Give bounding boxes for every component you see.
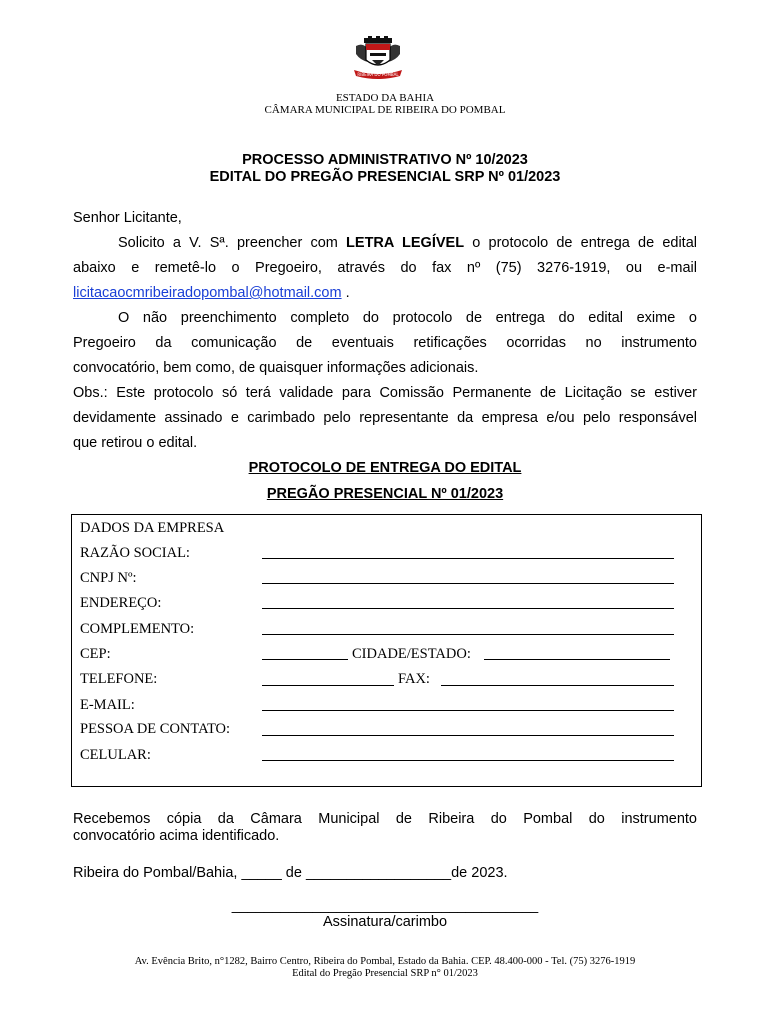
coat-banner-text: RIBEIRA DO POMBAL — [357, 72, 399, 77]
state-header: ESTADO DA BAHIA — [335, 92, 435, 104]
celular-label: CELULAR: — [80, 747, 151, 763]
contato-field[interactable] — [262, 735, 674, 736]
obs-line-3: que retirou o edital. — [73, 435, 198, 451]
salutation: Senhor Licitante, — [73, 210, 182, 226]
paragraph-2-line-1: O não preenchimento completo do protocolo de entrega do edital exime o — [118, 310, 697, 326]
email-link[interactable]: licitacaocmribeiradopombal@hotmail.com — [73, 285, 342, 301]
municipal-coat-of-arms-icon — [350, 36, 406, 80]
paragraph-2-line-3: convocatório, bem como, de quaisquer informações adicionais. — [73, 360, 479, 376]
signature-label: Assinatura/carimbo — [322, 914, 448, 930]
cnpj-field[interactable] — [262, 583, 674, 584]
obs-line-2: devidamente assinado e carimbado pelo representante da empresa e/ou pelo responsável — [73, 410, 697, 426]
cep-field[interactable] — [262, 659, 348, 660]
paragraph-1-line-2: abaixo e remetê-lo o Pregoeiro, através do fax nº (75) 3276-1919, ou e-mail — [73, 260, 697, 276]
complemento-field[interactable] — [262, 634, 674, 635]
form-heading: DADOS DA EMPRESA — [80, 520, 225, 536]
paragraph-2-line-2: Pregoeiro da comunicação de eventuais retificações ocorridas no instrumento — [73, 335, 697, 351]
endereco-field[interactable] — [262, 608, 674, 609]
paragraph-1-line-3: licitacaocmribeiradopombal@hotmail.com . — [73, 285, 350, 301]
obs-line-1: Obs.: Este protocolo só terá validade para Comissão Permanente de Licitação se estiver — [73, 385, 697, 401]
cnpj-label: CNPJ Nº: — [80, 570, 137, 586]
razao-social-field[interactable] — [262, 558, 674, 559]
complemento-label: COMPLEMENTO: — [80, 621, 195, 637]
signature-line[interactable]: ______________________________________ — [231, 898, 539, 914]
process-title: PROCESSO ADMINISTRATIVO Nº 10/2023 — [242, 152, 528, 168]
cep-label: CEP: — [80, 646, 111, 662]
endereco-label: ENDEREÇO: — [80, 595, 162, 611]
contato-label: PESSOA DE CONTATO: — [80, 721, 231, 737]
telefone-label: TELEFONE: — [80, 671, 158, 687]
footer-address: Av. Evência Brito, n°1282, Bairro Centro, Ribeira do Pombal, Estado da Bahia. CEP. 48.400-000 - Tel. (75) 3276-1919 — [134, 956, 636, 967]
date-line[interactable]: Ribeira do Pombal/Bahia, _____ de __________________de 2023. — [73, 865, 508, 881]
email-label: E-MAIL: — [80, 697, 135, 713]
protocol-title: PROTOCOLO DE ENTREGA DO EDITAL — [248, 460, 522, 476]
fax-field[interactable] — [441, 685, 674, 686]
edital-title: EDITAL DO PREGÃO PRESENCIAL SRP Nº 01/2023 — [209, 169, 561, 185]
email-field[interactable] — [262, 710, 674, 711]
receipt-line-2: convocatório acima identificado. — [73, 828, 280, 844]
footer-edital: Edital do Pregão Presencial SRP n° 01/2023 — [292, 968, 478, 979]
protocol-subtitle: PREGÃO PRESENCIAL Nº 01/2023 — [266, 486, 504, 502]
razao-social-label: RAZÃO SOCIAL: — [80, 545, 190, 561]
receipt-line-1: Recebemos cópia da Câmara Municipal de Ribeira do Pombal do instrumento — [73, 811, 697, 827]
paragraph-1-line-1: Solicito a V. Sª. preencher com LETRA LEGÍVEL o protocolo de entrega de edital — [118, 235, 697, 251]
cidade-estado-label: CIDADE/ESTADO: — [352, 646, 471, 662]
celular-field[interactable] — [262, 760, 674, 761]
chamber-header: CÂMARA MUNICIPAL DE RIBEIRA DO POMBAL — [264, 104, 506, 116]
cidade-estado-field[interactable] — [484, 659, 670, 660]
telefone-field[interactable] — [262, 685, 394, 686]
fax-label: FAX: — [398, 671, 430, 687]
